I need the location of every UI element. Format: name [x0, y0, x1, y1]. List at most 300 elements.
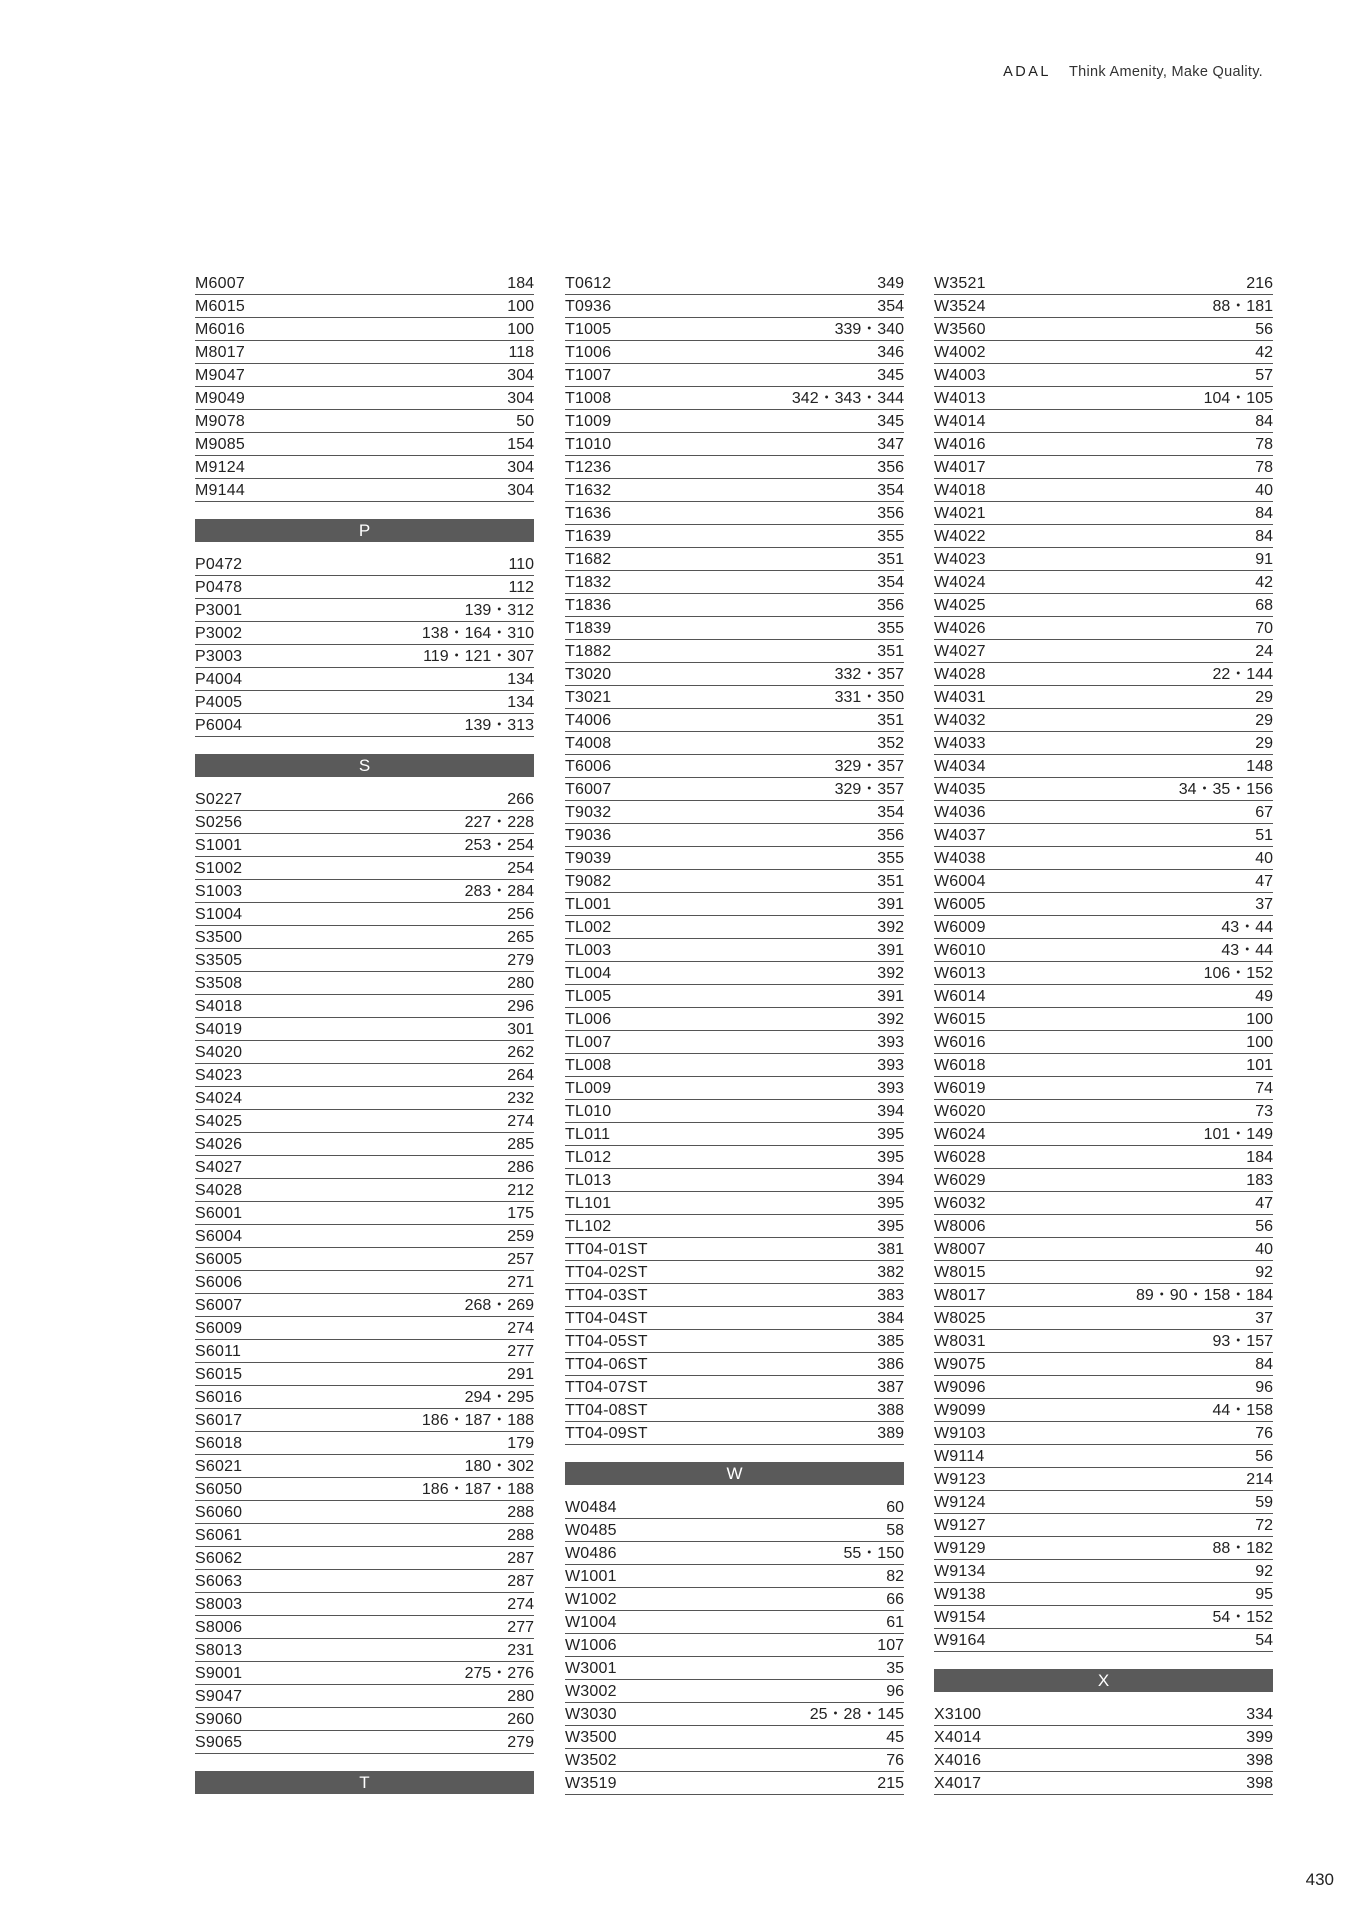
page-reference: 398: [1246, 1775, 1273, 1792]
page-reference: 55・150: [843, 1545, 904, 1562]
index-row: [565, 433, 904, 456]
index-row: [934, 1261, 1273, 1284]
page-reference: 61: [886, 1614, 904, 1631]
product-code: S8006: [195, 1619, 243, 1636]
index-row: [934, 1703, 1273, 1726]
product-code: TL007: [565, 1034, 612, 1051]
product-code: W1004: [565, 1614, 617, 1631]
index-row: [934, 709, 1273, 732]
product-code: W9123: [934, 1471, 986, 1488]
index-row: [934, 1031, 1273, 1054]
product-code: W9103: [934, 1425, 986, 1442]
index-row: [565, 1146, 904, 1169]
index-row: [934, 939, 1273, 962]
product-code: X4017: [934, 1775, 982, 1792]
page-reference: 232: [507, 1090, 534, 1107]
product-code: TL008: [565, 1057, 612, 1074]
page-reference: 347: [877, 436, 904, 453]
index-row: [195, 1225, 534, 1248]
index-row: [934, 1376, 1273, 1399]
product-code: X4016: [934, 1752, 982, 1769]
product-code: W4038: [934, 850, 986, 867]
page-reference: 354: [877, 574, 904, 591]
product-code: W3001: [565, 1660, 617, 1677]
page-reference: 354: [877, 804, 904, 821]
page-reference: 277: [507, 1343, 534, 1360]
index-row: [565, 1123, 904, 1146]
page-reference: 92: [1255, 1563, 1273, 1580]
page-reference: 331・350: [834, 689, 904, 706]
product-code: W0484: [565, 1499, 617, 1516]
index-row: [934, 1491, 1273, 1514]
index-row: [934, 272, 1273, 295]
index-row: [565, 1307, 904, 1330]
page-reference: 291: [507, 1366, 534, 1383]
product-code: M6007: [195, 275, 245, 292]
index-row: [565, 709, 904, 732]
product-code: W4033: [934, 735, 986, 752]
page-reference: 329・357: [834, 758, 904, 775]
product-code: T9036: [565, 827, 612, 844]
page-reference: 279: [507, 952, 534, 969]
index-row: [195, 622, 534, 645]
page-reference: 68: [1255, 597, 1273, 614]
page-reference: 40: [1255, 1241, 1273, 1258]
page-reference: 304: [507, 459, 534, 476]
page-reference: 280: [507, 1688, 534, 1705]
page-reference: 277: [507, 1619, 534, 1636]
page-reference: 356: [877, 597, 904, 614]
product-code: W4034: [934, 758, 986, 775]
page-reference: 47: [1255, 873, 1273, 890]
page-reference: 265: [507, 929, 534, 946]
product-code: T4006: [565, 712, 612, 729]
index-row: [195, 1248, 534, 1271]
page-reference: 346: [877, 344, 904, 361]
page-reference: 304: [507, 367, 534, 384]
product-code: T1839: [565, 620, 612, 637]
product-code: W9164: [934, 1632, 986, 1649]
product-code: T3021: [565, 689, 612, 706]
product-code: W3002: [565, 1683, 617, 1700]
index-row: [934, 985, 1273, 1008]
product-code: W6004: [934, 873, 986, 890]
page-reference: 332・357: [834, 666, 904, 683]
index-row: [934, 663, 1273, 686]
index-row: [195, 691, 534, 714]
product-code: S8013: [195, 1642, 243, 1659]
index-row: [934, 1215, 1273, 1238]
page-reference: 82: [886, 1568, 904, 1585]
index-row: [195, 1179, 534, 1202]
index-row: [195, 857, 534, 880]
index-row: [934, 1238, 1273, 1261]
product-code: M9124: [195, 459, 245, 476]
section-header-p: P: [195, 519, 534, 542]
index-row: [565, 1376, 904, 1399]
index-row: [195, 1616, 534, 1639]
index-row: [565, 1284, 904, 1307]
index-row: [195, 1340, 534, 1363]
index-row: [565, 617, 904, 640]
index-row: [565, 640, 904, 663]
page-reference: 231: [507, 1642, 534, 1659]
index-row: [565, 502, 904, 525]
index-row: [934, 870, 1273, 893]
product-code: W6010: [934, 942, 986, 959]
product-code: TL101: [565, 1195, 612, 1212]
index-row: [195, 456, 534, 479]
index-row: [934, 433, 1273, 456]
product-code: S6005: [195, 1251, 243, 1268]
index-row: [195, 341, 534, 364]
page-reference: 339・340: [834, 321, 904, 338]
index-row: [565, 870, 904, 893]
index-row: [934, 594, 1273, 617]
index-row: [565, 1680, 904, 1703]
index-row: [565, 1496, 904, 1519]
page-reference: 287: [507, 1550, 534, 1567]
page-reference: 288: [507, 1527, 534, 1544]
index-row: [565, 525, 904, 548]
index-row: [565, 1772, 904, 1795]
index-row: [565, 1077, 904, 1100]
page-reference: 186・187・188: [421, 1412, 534, 1429]
index-row: [565, 1215, 904, 1238]
page-reference: 180・302: [464, 1458, 534, 1475]
index-row: [565, 479, 904, 502]
index-row: [934, 847, 1273, 870]
page-reference: 179: [507, 1435, 534, 1452]
product-code: TT04-06ST: [565, 1356, 648, 1373]
page-reference: 395: [877, 1195, 904, 1212]
index-row: [195, 645, 534, 668]
index-row: [565, 985, 904, 1008]
index-row: [195, 1708, 534, 1731]
page-reference: 35: [886, 1660, 904, 1677]
page-reference: 139・313: [464, 717, 534, 734]
index-row: [934, 525, 1273, 548]
page-reference: 42: [1255, 344, 1273, 361]
page-reference: 287: [507, 1573, 534, 1590]
product-code: T4008: [565, 735, 612, 752]
product-code: P3001: [195, 602, 243, 619]
product-code: TL006: [565, 1011, 612, 1028]
page-reference: 260: [507, 1711, 534, 1728]
page-reference: 391: [877, 988, 904, 1005]
index-row: [565, 548, 904, 571]
product-code: W8017: [934, 1287, 986, 1304]
product-code: TL102: [565, 1218, 612, 1235]
product-code: S6063: [195, 1573, 243, 1590]
product-code: S6062: [195, 1550, 243, 1567]
index-row: [195, 1110, 534, 1133]
product-code: W9129: [934, 1540, 986, 1557]
product-code: W4031: [934, 689, 986, 706]
index-row: [565, 410, 904, 433]
page-reference: 84: [1255, 505, 1273, 522]
index-row: [565, 1238, 904, 1261]
product-code: W4026: [934, 620, 986, 637]
page-header: [1003, 64, 1263, 80]
product-code: W8031: [934, 1333, 986, 1350]
index-row: [565, 571, 904, 594]
product-code: T1636: [565, 505, 612, 522]
index-row: [934, 686, 1273, 709]
index-row: [195, 788, 534, 811]
index-row: [934, 1123, 1273, 1146]
index-row: [565, 272, 904, 295]
product-code: S3500: [195, 929, 243, 946]
page-reference: 101・149: [1203, 1126, 1273, 1143]
page-reference: 254: [507, 860, 534, 877]
page-reference: 393: [877, 1080, 904, 1097]
page-reference: 45: [886, 1729, 904, 1746]
index-row: [195, 1041, 534, 1064]
product-code: T1682: [565, 551, 612, 568]
index-row: [934, 1054, 1273, 1077]
product-code: W6013: [934, 965, 986, 982]
product-code: T9039: [565, 850, 612, 867]
page-reference: 264: [507, 1067, 534, 1084]
product-code: S9065: [195, 1734, 243, 1751]
product-code: S1001: [195, 837, 243, 854]
product-code: S1003: [195, 883, 243, 900]
page-reference: 352: [877, 735, 904, 752]
index-column-1: [195, 272, 534, 1805]
page-reference: 274: [507, 1596, 534, 1613]
page-reference: 304: [507, 390, 534, 407]
index-row: [934, 1307, 1273, 1330]
page-reference: 78: [1255, 459, 1273, 476]
product-code: S9001: [195, 1665, 243, 1682]
index-row: [565, 732, 904, 755]
index-row: [565, 295, 904, 318]
index-row: [934, 1514, 1273, 1537]
page-reference: 54: [1255, 1632, 1273, 1649]
index-row: [195, 1731, 534, 1754]
page-reference: 399: [1246, 1729, 1273, 1746]
index-row: [934, 617, 1273, 640]
page-reference: 74: [1255, 1080, 1273, 1097]
page-reference: 345: [877, 367, 904, 384]
index-row: [195, 1455, 534, 1478]
product-code: W6014: [934, 988, 986, 1005]
index-row: [934, 916, 1273, 939]
product-code: W4025: [934, 597, 986, 614]
index-row: [934, 801, 1273, 824]
product-code: P4004: [195, 671, 243, 688]
product-code: T0936: [565, 298, 612, 315]
page-reference: 175: [507, 1205, 534, 1222]
product-code: P3003: [195, 648, 243, 665]
index-row: [195, 272, 534, 295]
product-code: W4003: [934, 367, 986, 384]
index-row: [934, 1726, 1273, 1749]
product-code: W9124: [934, 1494, 986, 1511]
page-reference: 54・152: [1212, 1609, 1273, 1626]
index-row: [195, 1294, 534, 1317]
page-reference: 134: [507, 694, 534, 711]
page-reference: 100: [507, 321, 534, 338]
page-reference: 391: [877, 896, 904, 913]
product-code: TT04-01ST: [565, 1241, 648, 1258]
index-row: [195, 1685, 534, 1708]
product-code: S6050: [195, 1481, 243, 1498]
page-reference: 392: [877, 1011, 904, 1028]
index-row: [565, 1703, 904, 1726]
product-code: W6029: [934, 1172, 986, 1189]
index-row: [195, 479, 534, 502]
index-row: [934, 1353, 1273, 1376]
product-code: W6005: [934, 896, 986, 913]
index-row: [565, 778, 904, 801]
product-code: W3500: [565, 1729, 617, 1746]
product-code: W4028: [934, 666, 986, 683]
page-reference: 296: [507, 998, 534, 1015]
page-reference: 227・228: [464, 814, 534, 831]
product-code: T1632: [565, 482, 612, 499]
product-code: TL003: [565, 942, 612, 959]
page-reference: 389: [877, 1425, 904, 1442]
page-reference: 383: [877, 1287, 904, 1304]
page-reference: 266: [507, 791, 534, 808]
index-row: [934, 1560, 1273, 1583]
product-code: W4021: [934, 505, 986, 522]
page-reference: 50: [516, 413, 534, 430]
index-row: [934, 1445, 1273, 1468]
page-reference: 25・28・145: [809, 1706, 904, 1723]
product-code: M9078: [195, 413, 245, 430]
product-code: S9060: [195, 1711, 243, 1728]
page-reference: 92: [1255, 1264, 1273, 1281]
page-reference: 73: [1255, 1103, 1273, 1120]
product-code: W3521: [934, 275, 986, 292]
index-row: [565, 916, 904, 939]
index-row: [195, 1317, 534, 1340]
index-row: [565, 1634, 904, 1657]
product-code: S6004: [195, 1228, 243, 1245]
page-reference: 285: [507, 1136, 534, 1153]
page-reference: 351: [877, 873, 904, 890]
product-code: M9047: [195, 367, 245, 384]
index-row: [934, 479, 1273, 502]
index-row: [934, 364, 1273, 387]
product-code: W4036: [934, 804, 986, 821]
index-row: [565, 1353, 904, 1376]
page-reference: 334: [1246, 1706, 1273, 1723]
index-row: [565, 318, 904, 341]
brand-name: ADAL: [1003, 64, 1051, 80]
index-row: [195, 576, 534, 599]
page-reference: 51: [1255, 827, 1273, 844]
page-reference: 100: [507, 298, 534, 315]
page-reference: 257: [507, 1251, 534, 1268]
product-code: M9144: [195, 482, 245, 499]
product-code: M9049: [195, 390, 245, 407]
product-code: S3505: [195, 952, 243, 969]
page-reference: 395: [877, 1126, 904, 1143]
page-reference: 392: [877, 919, 904, 936]
product-code: T6006: [565, 758, 612, 775]
page-reference: 134: [507, 671, 534, 688]
product-code: T1236: [565, 459, 612, 476]
index-row: [934, 824, 1273, 847]
page-reference: 288: [507, 1504, 534, 1521]
index-row: [565, 456, 904, 479]
page-reference: 91: [1255, 551, 1273, 568]
index-row: [195, 1018, 534, 1041]
page-reference: 57: [1255, 367, 1273, 384]
product-code: W4014: [934, 413, 986, 430]
page-reference: 184: [1246, 1149, 1273, 1166]
product-code: W1001: [565, 1568, 617, 1585]
product-code: T1836: [565, 597, 612, 614]
product-code: S1004: [195, 906, 243, 923]
page-reference: 216: [1246, 275, 1273, 292]
product-code: W0485: [565, 1522, 617, 1539]
product-code: W6015: [934, 1011, 986, 1028]
product-code: W4037: [934, 827, 986, 844]
index-row: [195, 1524, 534, 1547]
page-reference: 67: [1255, 804, 1273, 821]
page-reference: 354: [877, 482, 904, 499]
index-row: [565, 1192, 904, 1215]
product-code: S6009: [195, 1320, 243, 1337]
page-reference: 37: [1255, 1310, 1273, 1327]
index-row: [934, 893, 1273, 916]
product-code: W6028: [934, 1149, 986, 1166]
index-row: [934, 778, 1273, 801]
index-row: [934, 1772, 1273, 1795]
page-reference: 385: [877, 1333, 904, 1350]
product-code: W8015: [934, 1264, 986, 1281]
page-reference: 42: [1255, 574, 1273, 591]
product-code: S3508: [195, 975, 243, 992]
index-row: [934, 1629, 1273, 1652]
index-row: [195, 433, 534, 456]
product-code: T9032: [565, 804, 612, 821]
index-row: [934, 456, 1273, 479]
page-reference: 84: [1255, 528, 1273, 545]
index-row: [565, 1519, 904, 1542]
product-code: S6021: [195, 1458, 243, 1475]
index-row: [195, 880, 534, 903]
section-header-t: T: [195, 1771, 534, 1794]
page-reference: 259: [507, 1228, 534, 1245]
product-code: S4020: [195, 1044, 243, 1061]
product-code: W9099: [934, 1402, 986, 1419]
product-code: M6016: [195, 321, 245, 338]
index-row: [934, 1169, 1273, 1192]
page-reference: 356: [877, 827, 904, 844]
product-code: W4022: [934, 528, 986, 545]
product-code: W9134: [934, 1563, 986, 1580]
page-reference: 355: [877, 850, 904, 867]
page-reference: 275・276: [464, 1665, 534, 1682]
section-header-x: X: [934, 1669, 1273, 1692]
product-code: T1006: [565, 344, 612, 361]
index-row: [934, 387, 1273, 410]
page-reference: 283・284: [464, 883, 534, 900]
page-reference: 24: [1255, 643, 1273, 660]
product-code: T6007: [565, 781, 612, 798]
product-code: TT04-03ST: [565, 1287, 648, 1304]
product-code: W3560: [934, 321, 986, 338]
page-reference: 29: [1255, 689, 1273, 706]
product-code: TL001: [565, 896, 612, 913]
page-reference: 271: [507, 1274, 534, 1291]
